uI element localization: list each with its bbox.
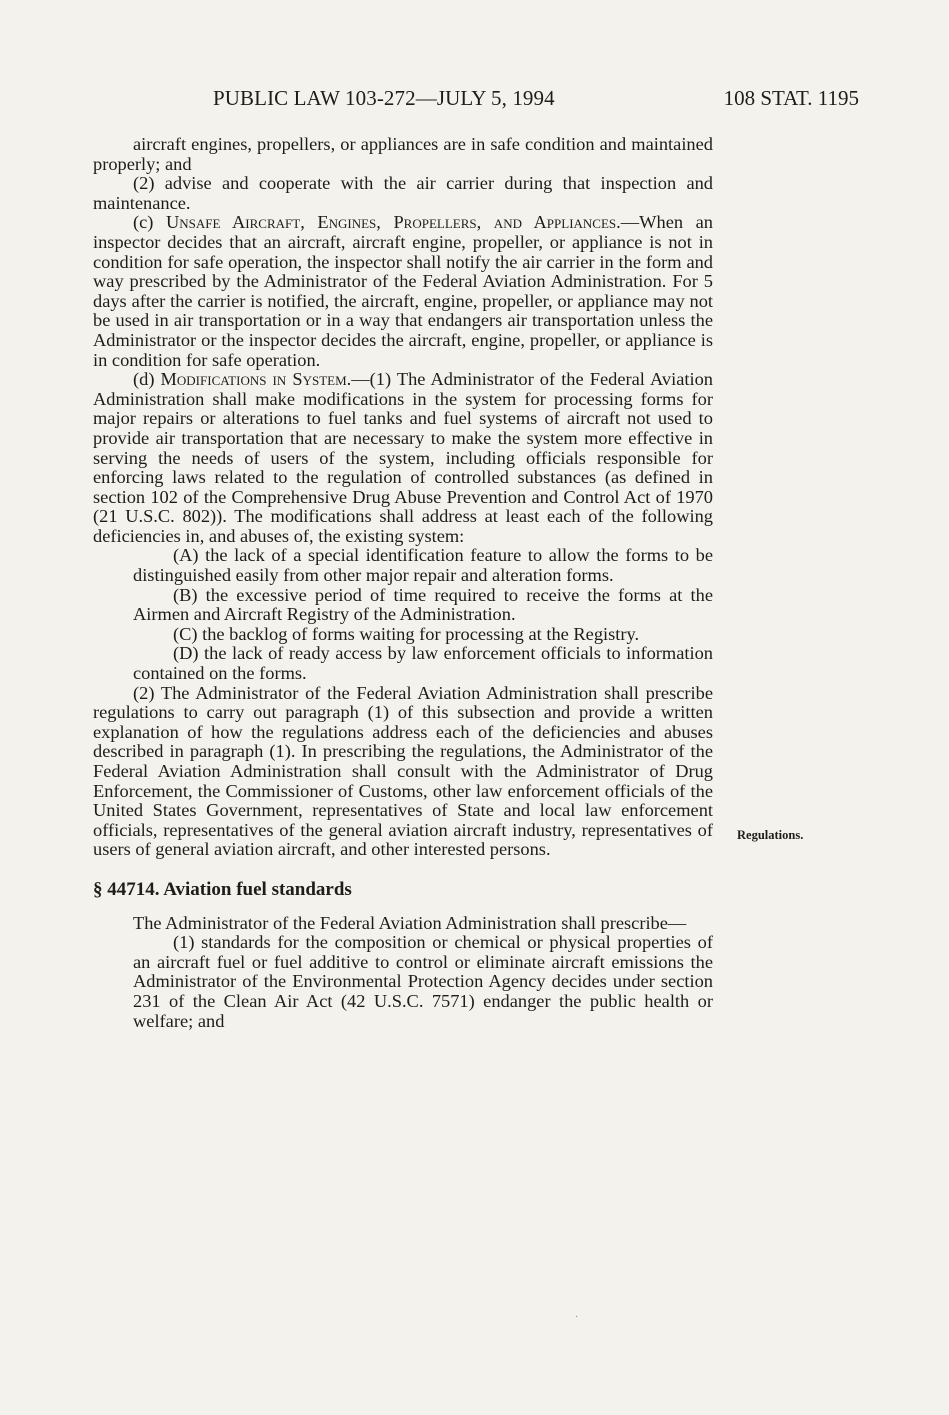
scan-speck: · <box>575 1312 579 1323</box>
list-item-c: (C) the backlog of forms waiting for processing at the Registry. <box>173 623 640 644</box>
subsection-c-caption: Unsafe Aircraft, Engines, Propellers, and Appliances. <box>166 212 621 233</box>
paragraph-regulations: (2) The Administrator of the Federal Aviation Administration shall prescribe regulations to carry out paragraph (1) of this subsection and provide a written explanation of how the regulations address each of the deficiencies and abuses described in paragraph (1). In prescribing the regulations, the Administrator of the Federal Aviation Administration shall consult with the Administrator of Drug Enforcement, the Commissioner of Customs, other law enforcement officials of the United States Government, representatives of State and local law enforcement officials, representatives of the general aviation aircraft industry, representatives of users of general aviation aircraft, and other interested persons. <box>93 682 713 860</box>
section-heading: § 44714. Aviation fuel standards <box>93 878 352 900</box>
section-intro: The Administrator of the Federal Aviation Administration shall prescribe— <box>133 912 687 933</box>
subsection-c-body: —When an inspector decides that an aircraft, aircraft engine, propeller, or appliance is not in condition for safe operation, the inspector shall notify the air carrier in the form and way prescribed by the Administrator of the Federal Aviation Administration. For 5 days after the carrier is notified, the aircraft, engine, propeller, or appliance may not be used in air transportation or in a way that endangers air transportation unless the Administrator or the inspector decides the aircraft, engine, propeller, or appliance is in condition for safe operation. <box>93 212 714 370</box>
subsection-d-label: (d) <box>133 369 161 390</box>
paragraph-continuation: aircraft engines, propellers, or appliances are in safe condition and maintained properly; and <box>93 134 713 174</box>
paragraph-2: (2) advise and cooperate with the air carrier during that inspection and maintenance. <box>93 173 713 213</box>
list-item-d: (D) the lack of ready access by law enforcement officials to information contained on the forms. <box>133 643 713 684</box>
subsection-c-label: (c) <box>133 212 166 233</box>
subsection-d-caption: Modifications in System. <box>160 369 352 390</box>
list-item-a: (A) the lack of a special identification feature to allow the forms to be distinguished easily from other major repair and alteration forms. <box>133 545 713 586</box>
subsection-d-body: —(1) The Administrator of the Federal Aviation Administration shall make modifications in the system for processing forms for major repairs or alterations to fuel tanks and fuel systems of aircraft not used to provide air transportation that are necessary to make the system more effective in serving the needs of users of the system, including officials responsible for enforcing laws related to the regulation of controlled substances (as defined in section 102 of the Comprehensive Drug Abuse Prevention and Control Act of 1970 (21 U.S.C. 802)). The modifications shall address at least each of the following deficiencies in, and abuses of, the existing system: <box>93 369 713 546</box>
list-item-b: (B) the excessive period of time required to receive the forms at the Airmen and Aircraft Registry of the Administration. <box>133 584 713 625</box>
body-text <box>93 135 713 1031</box>
subsection-d <box>93 370 713 546</box>
section-item-1: (1) standards for the composition or chemical or physical properties of an aircraft fuel or fuel additive to control or eliminate aircraft emissions the Administrator of the Environmental Protection Agency decides under section 231 of the Clean Air Act (42 U.S.C. 7571) endanger the public health or welfare; and <box>133 932 713 1031</box>
subsection-c <box>93 213 713 370</box>
margin-note: Regulations. <box>737 828 804 842</box>
running-head: PUBLIC LAW 103-272—JULY 5, 1994 <box>213 86 555 110</box>
statute-reference: 108 STAT. 1195 <box>723 86 859 110</box>
